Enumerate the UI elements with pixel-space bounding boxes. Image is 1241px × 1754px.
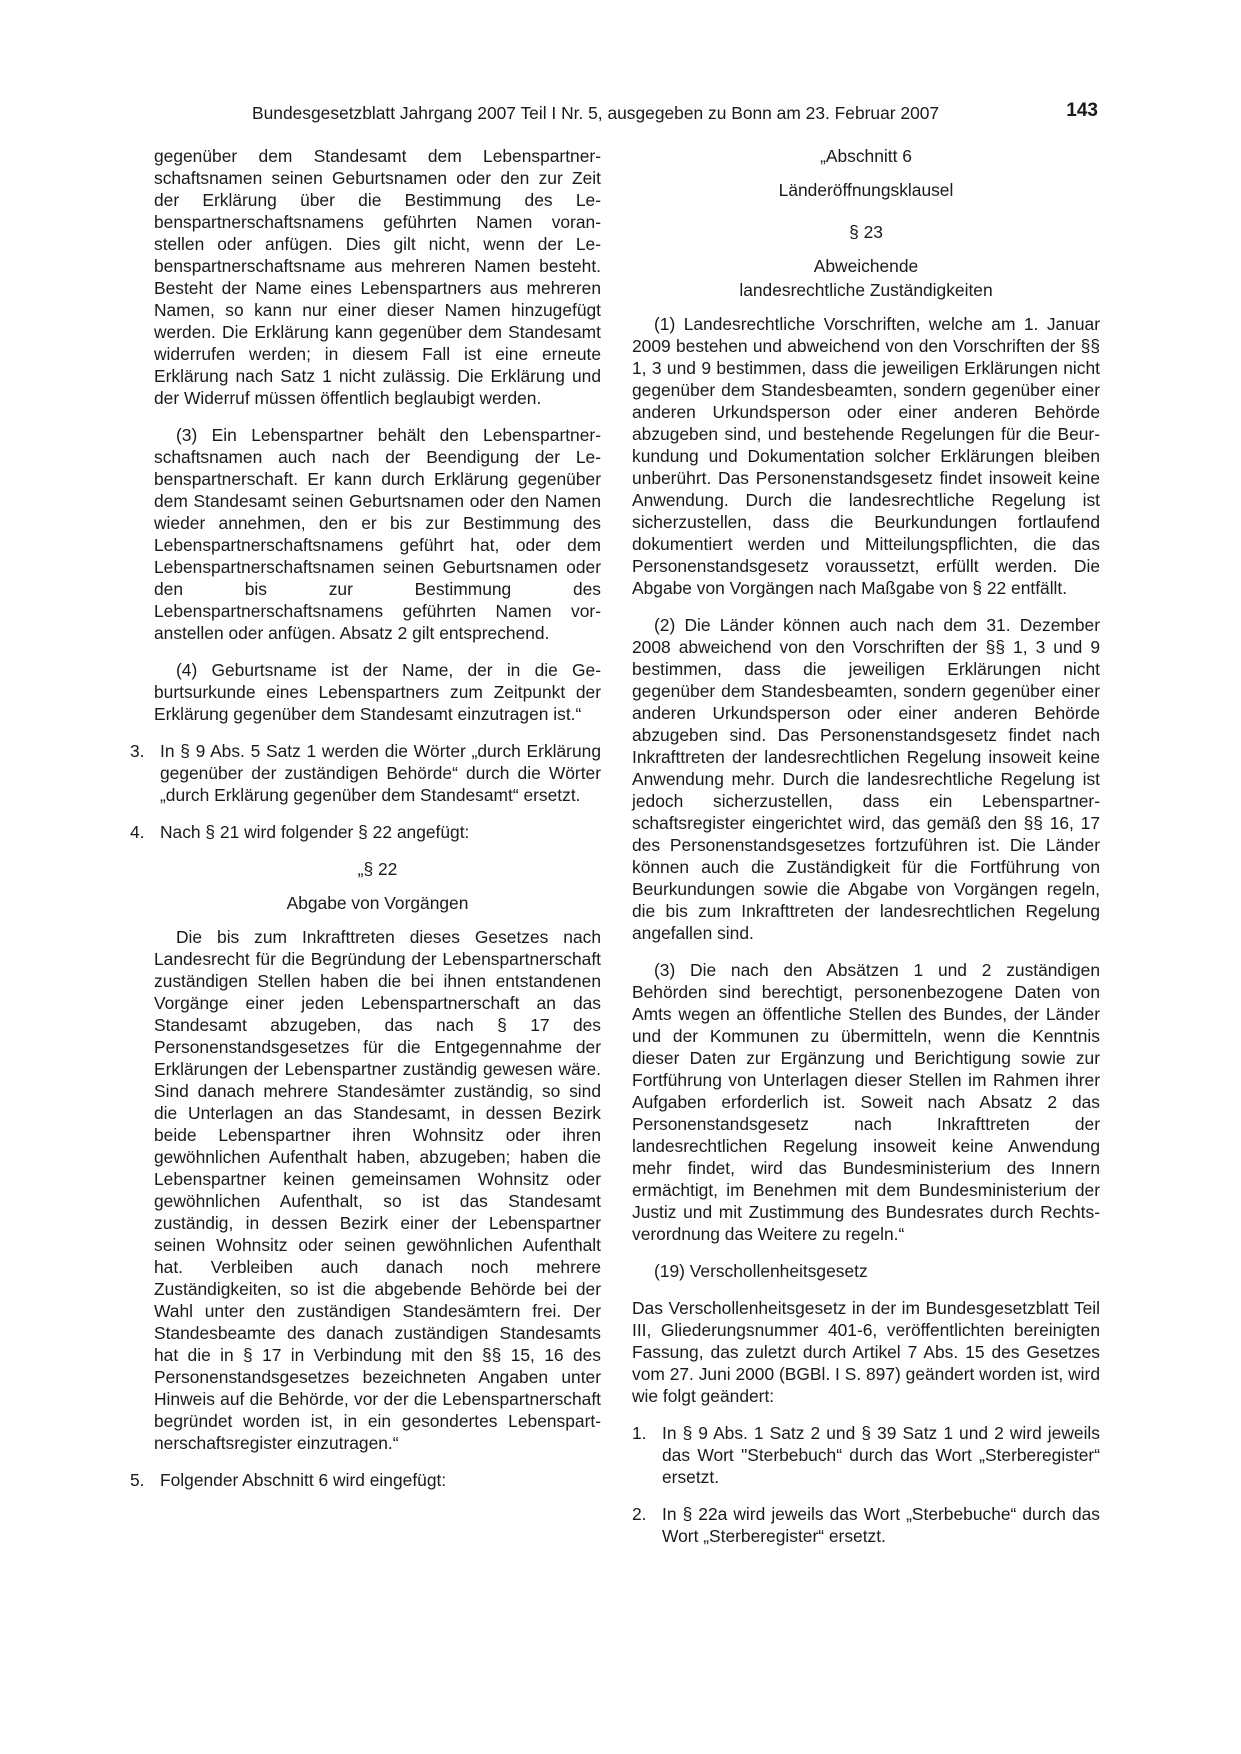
abschnitt-heading: „Abschnitt 6: [820, 146, 912, 166]
header-title: Bundesgesetzblatt Jahrgang 2007 Teil I Nr. 5, ausgegeben zu Bonn am 23. Februar 2007: [252, 103, 940, 123]
paragraph-1: (1) Landesrechtliche Vorschriften, welche am 1. Januar 2009 bestehen und abweichend von den Vorschriften der §§ 1, 3 und 9 bestimmen, dass die jeweiligen Erklärungen nicht gegenüber dem Standesbeamten, sondern gegenüber einer anderen Urkundsperson oder einer anderen Behörde abzugeben sind, und bestehende Regelungen für die Beurkundung und Dokumentation solcher Erklärungen bleiben unberührt. Das Personenstandsgesetz findet insoweit keine Anwendung. Durch die landesrechtliche Regelung ist sicherzustellen, dass die Beurkundungen fortlaufend dokumentiert werden und Mitteilungspflichten, die das Personenstandsgesetz voraussetzt, erfüllt werden. Die Abgabe von Vorgängen nach Maßgabe von § 22 entfällt.: [632, 314, 1100, 598]
paragraph-3: (3) Ein Lebenspartner behält den Lebenspartnerschaftsnamen auch nach der Beendigung der Lebenspartnerschaft. Er kann durch Erklärung gegenüber dem Standesamt seinen Geburtsnamen oder den Namen wieder annehmen, den er bis zur Bestimmung des Lebenspartnerschaftsnamens geführt hat, oder dem Lebenspartnerschaftsnamen seinen Geburtsnamen oder den bis zur Bestimmung des Lebenspartnerschaftsnamens geführten Namen voranstellen oder anfügen. Absatz 2 gilt entsprechend.: [154, 425, 601, 643]
list-item-number: 5.: [130, 1470, 145, 1490]
section-title: Abgabe von Vorgängen: [286, 893, 469, 913]
list-item-number: 4.: [130, 822, 145, 842]
subsection-heading-19: (19) Verschollenheitsgesetz: [654, 1261, 868, 1281]
list-item-5: [130, 1469, 601, 1491]
list-item-text: Nach § 21 wird folgender § 22 angefügt:: [160, 822, 470, 842]
list-item-3: [130, 740, 601, 806]
section-22-block: [154, 858, 601, 1454]
list-item-2: [632, 1503, 1100, 1547]
list-item-number: 3.: [130, 741, 145, 761]
list-item-number: 1.: [632, 1423, 647, 1443]
list-item-1: [632, 1422, 1100, 1488]
list-item-text: Folgender Abschnitt 6 wird eingefügt:: [160, 1470, 447, 1490]
paragraph-19: Das Verschollenheitsgesetz in der im Bundesgesetzblatt Teil III, Gliederungsnummer 401-6, veröffentlichten bereinigten Fassung, das zuletzt durch Artikel 7 Abs. 15 des Gesetzes vom 27. Juni 2000 (BGBl. I S. 897) geändert worden ist, wird wie folgt geändert:: [632, 1298, 1100, 1406]
list-item-text: In § 9 Abs. 1 Satz 2 und § 39 Satz 1 und 2 wird jeweils das Wort "Sterbebuch“ durch das Wort „Sterberegister“ ersetzt.: [662, 1423, 1100, 1487]
page-number: 143: [1066, 100, 1098, 121]
abschnitt-title: Länderöffnungsklausel: [778, 180, 954, 200]
right-column: [632, 145, 1100, 1562]
section-title-line-1: Abweichende: [813, 256, 919, 276]
page-header: [252, 100, 1098, 126]
list-item-text: In § 9 Abs. 5 Satz 1 werden die Wörter „durch Erklärung gegenüber der zuständigen Behörde“ durch die Wörter „durch Erklärung gegenüber dem Standesamt“ ersetzt.: [160, 741, 601, 805]
left-column: [130, 145, 601, 1506]
paragraph-4: (4) Geburtsname ist der Name, der in die Geburtsurkunde eines Lebenspartners zum Zeitpunkt der Erklärung gegenüber dem Standesamt einzutragen ist.“: [154, 660, 601, 724]
section-heading: „§ 22: [357, 859, 398, 879]
section-title-line-2: landesrechtliche Zuständigkeiten: [739, 280, 993, 300]
paragraph-2: (2) Die Länder können auch nach dem 31. Dezember 2008 abweichend von den Vorschriften der §§ 1, 3 und 9 bestimmen, dass die jeweiligen Erklärungen nicht gegenüber dem Standesbeamten, sondern gegenüber einer anderen Urkundsperson oder einer anderen Behörde abzugeben sind. Das Personenstandsgesetz findet nach Inkrafttreten der landesrechtlichen Regelung insoweit keine Anwendung mehr. Durch die landesrechtliche Regelung ist jedoch sicherzustellen, dass ein Lebenspartnerschaftsregister eingerichtet wird, das gemäß den §§ 16, 17 des Personenstandsgesetzes fortzuführen ist. Die Länder können auch die Zuständigkeit für die Fortführung von Beurkundungen sowie die Abgabe von Vorgängen regeln, die bis zum Inkrafttreten der landesrechtlichen Regelung angefallen sind.: [632, 615, 1100, 943]
paragraph-3: (3) Die nach den Absätzen 1 und 2 zuständigen Behörden sind berechtigt, personenbezogene Daten von Amts wegen an öffentliche Stellen des Bundes, der Länder und der Kommunen zu übermitteln, wenn die Kenntnis dieser Daten zur Ergänzung und Berichtigung sowie zur Fortführung von Unterlagen dieser Stellen im Rahmen ihrer Aufgaben erforderlich ist. Soweit nach Absatz 2 das Personenstandsgesetz nach Inkrafttreten der landesrechtlichen Regelung insoweit keine Anwendung mehr findet, wird das Bundesministerium des Innern ermächtigt, im Benehmen mit dem Bundesministerium der Justiz und mit Zustimmung des Bundesrates durch Rechtsverordnung das Weitere zu regeln.“: [632, 960, 1100, 1244]
section-heading: § 23: [849, 222, 883, 242]
paragraph-continuation: gegenüber dem Standesamt dem Lebenspartnerschaftsnamen seinen Geburtsnamen oder den zur Zeit der Erklärung über die Bestimmung des Lebenspartnerschaftsnamens geführten Namen voranstellen oder anfügen. Dies gilt nicht, wenn der Lebenspartnerschaftsname aus mehreren Namen besteht. Besteht der Name eines Lebenspartners aus mehreren Namen, so kann nur einer dieser Namen hinzugefügt werden. Die Erklärung kann gegenüber dem Standesamt widerrufen werden; in diesem Fall ist eine erneute Erklärung nach Satz 1 nicht zulässig. Die Erklärung und der Widerruf müssen öffentlich beglaubigt werden.: [154, 146, 601, 408]
section-22-text: Die bis zum Inkrafttreten dieses Gesetzes nach Landesrecht für die Begründung der Lebenspartnerschaft zuständigen Stellen haben die bei ihnen entstandenen Vorgänge einer jeden Lebenspartnerschaft an das Standesamt abzugeben, das nach § 17 des Personenstandsgesetzes für die Entgegennahme der Erklärungen der Lebenspartner zuständig gewesen wäre. Sind danach mehrere Standesämter zuständig, so sind die Unterlagen an das Standesamt, in dessen Bezirk beide Lebenspartner ihren Wohnsitz oder ihren gewöhnlichen Aufenthalt haben, abzugeben; haben die Lebenspartner keinen gemeinsamen Wohnsitz oder gewöhnlichen Aufenthalt, so ist das Standesamt zuständig, in dessen Bezirk einer der Lebenspartner seinen Wohnsitz oder seinen gewöhnlichen Aufenthalt hat. Verbleiben auch danach noch mehrere Zuständigkeiten, so ist die abgebende Behörde bei der Wahl unter den zuständigen Standesämtern frei. Der Standesbeamte des danach zuständigen Standesamts hat die in § 17 in Verbindung mit den §§ 15, 16 des Personenstandsgesetzes bezeichneten Angaben unter Hinweis auf die Behörde, vor der die Lebenspartnerschaft begründet worden ist, in ein gesondertes Lebenspartnerschaftsregister einzutragen.“: [154, 927, 601, 1453]
list-item-number: 2.: [632, 1504, 647, 1524]
list-item-text: In § 22a wird jeweils das Wort „Sterbebuche“ durch das Wort „Sterberegister“ ersetzt.: [662, 1504, 1100, 1546]
list-item-4: [130, 821, 601, 843]
